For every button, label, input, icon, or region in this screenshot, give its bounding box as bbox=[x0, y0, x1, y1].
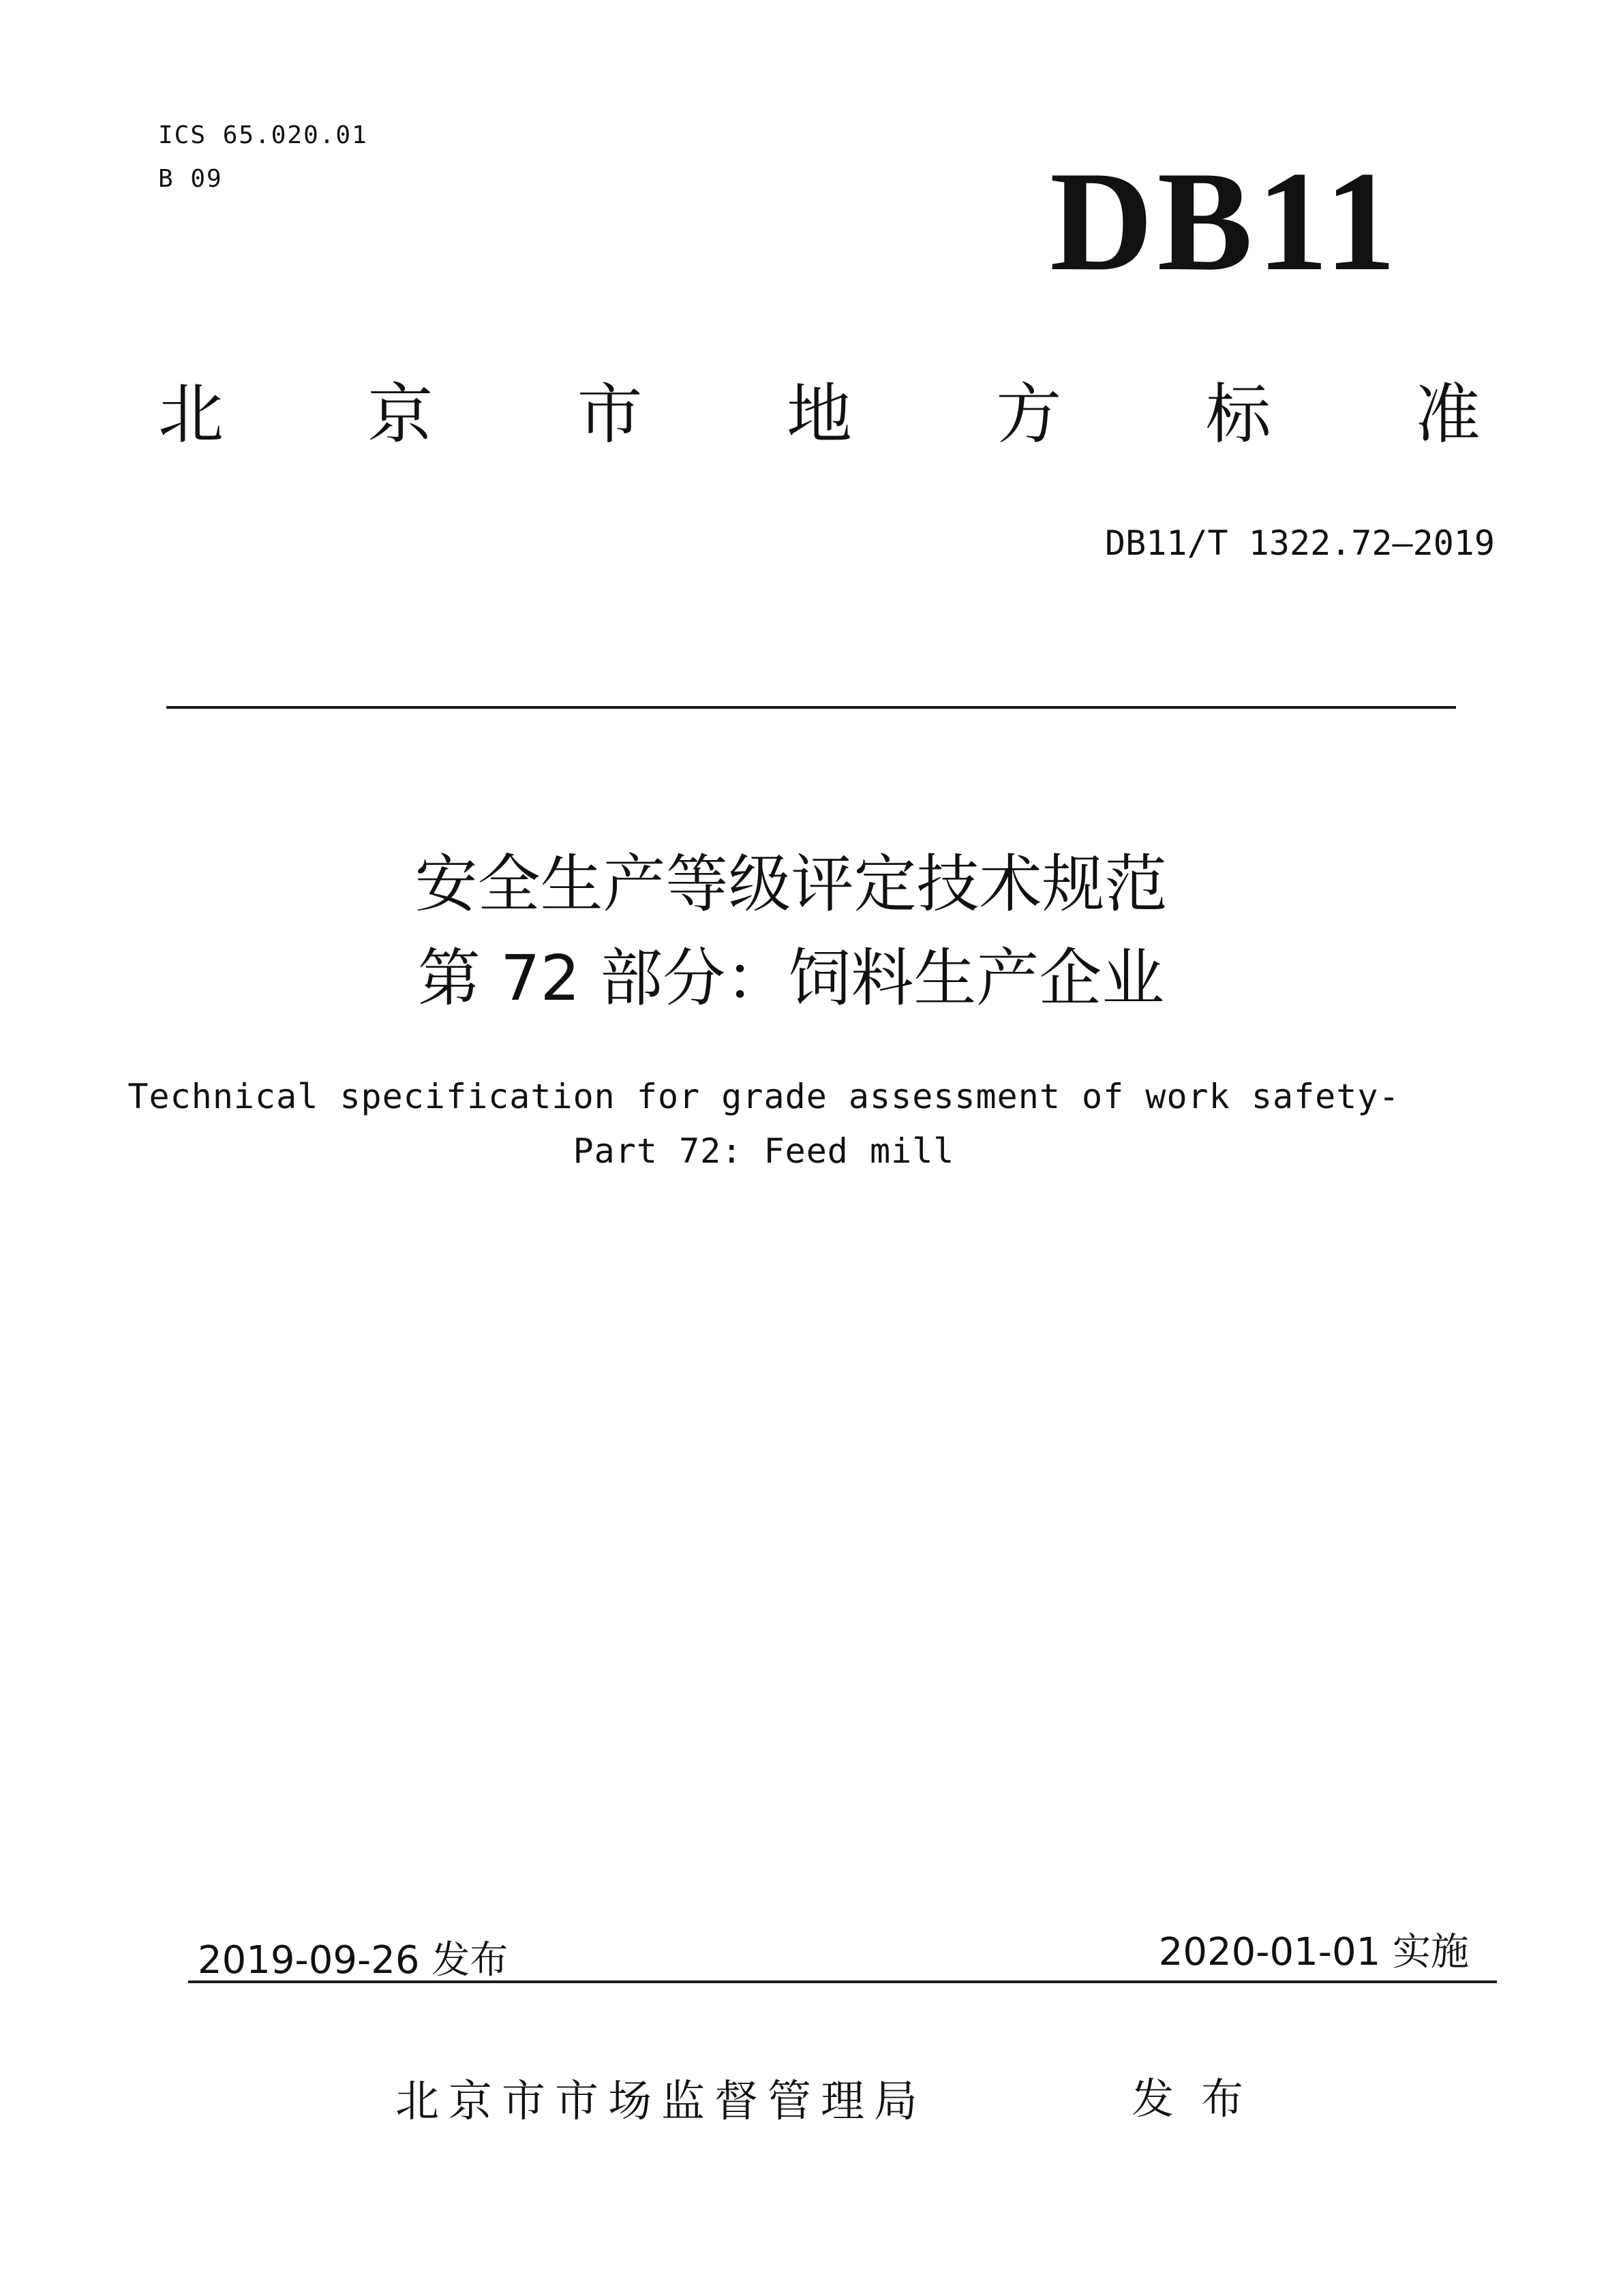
issue-date: 2019-09-26 发布 bbox=[198, 1938, 509, 1983]
standard-type-char: 北 bbox=[158, 376, 224, 453]
standard-type-char: 地 bbox=[786, 376, 852, 453]
ccs-code: B 09 bbox=[158, 165, 223, 193]
standard-type-char: 京 bbox=[367, 376, 434, 453]
title-zh-line-1: 安全生产等级评定技术规范 bbox=[414, 848, 1168, 921]
bottom-divider bbox=[188, 1980, 1497, 1983]
implementation-date: 2020-01-01 实施 bbox=[1158, 1930, 1469, 1974]
standard-type-char: 标 bbox=[1205, 376, 1271, 453]
title-en-line-2: Part 72: Feed mill bbox=[573, 1131, 955, 1171]
top-divider bbox=[166, 706, 1456, 709]
standard-type-char: 方 bbox=[996, 376, 1062, 453]
standard-logo: DB11 bbox=[1050, 142, 1401, 301]
issue-label: 发布 bbox=[1132, 2074, 1271, 2124]
issuing-authority: 北京市市场监督管理局 bbox=[395, 2077, 927, 2127]
title-en-line-1: Technical specification for grade assessment of work safety- bbox=[127, 1077, 1400, 1116]
standard-type-char: 市 bbox=[577, 376, 643, 453]
standard-number: DB11/T 1322.72—2019 bbox=[1105, 523, 1495, 563]
standard-type-char: 准 bbox=[1414, 376, 1481, 453]
title-zh-line-2: 第 72 部分：饲料生产企业 bbox=[417, 942, 1165, 1015]
standard-type-heading bbox=[158, 376, 1481, 453]
ics-code: ICS 65.020.01 bbox=[158, 121, 368, 149]
